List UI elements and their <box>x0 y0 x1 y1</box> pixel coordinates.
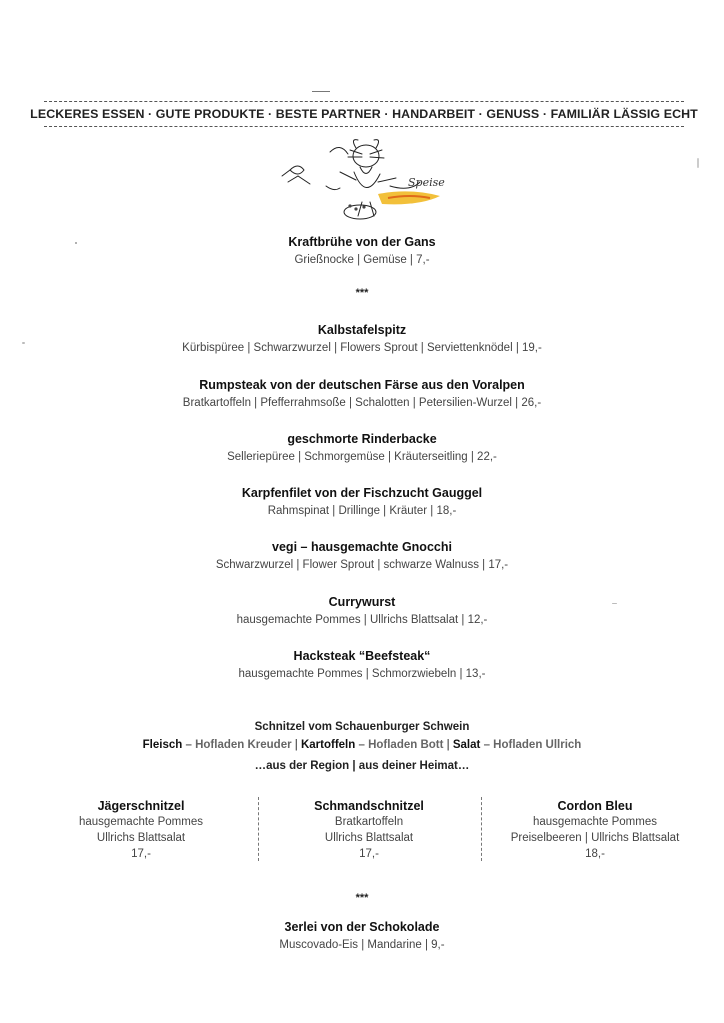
dish-desc: Rahmspinat | Drillinge | Kräuter | 18,- <box>267 505 457 517</box>
option-side: hausgemachte Pommes <box>78 816 203 828</box>
column-divider <box>481 797 482 861</box>
main-dish <box>0 431 724 465</box>
dish-desc: hausgemachte Pommes | Ullrichs Blattsalat | 12,- <box>236 614 488 626</box>
dessert <box>0 919 724 953</box>
region-note: …aus der Region | aus deiner Heimat… <box>254 760 470 772</box>
dish-name: Currywurst <box>328 595 396 609</box>
fleisch-label: Fleisch <box>142 739 183 751</box>
schnitzel-section-header <box>0 719 724 774</box>
option-side: Ullrichs Blattsalat <box>96 832 186 844</box>
option-name: Schmandschnitzel <box>314 799 424 813</box>
schnitzel-option <box>46 798 236 862</box>
option-side: hausgemachte Pommes <box>532 816 657 828</box>
dish-desc: Schwarzwurzel | Flower Sprout | schwarze Walnuss | 17,- <box>215 559 509 571</box>
salat-source: – Hofladen Ullrich <box>483 739 582 751</box>
fleisch-source: – Hofladen Kreuder <box>185 739 292 751</box>
separator-stars: *** <box>355 287 369 299</box>
main-dish <box>0 539 724 573</box>
schnitzel-option <box>497 798 693 862</box>
dessert-name: 3erlei von der Schokolade <box>284 920 440 934</box>
dish-name: Hacksteak “Beefsteak“ <box>293 649 431 663</box>
option-price: 17,- <box>131 848 151 860</box>
mouse-chef-logo-icon <box>270 132 446 224</box>
scan-mark <box>312 91 330 92</box>
main-dish <box>0 594 724 628</box>
main-dish <box>0 485 724 519</box>
option-price: 17,- <box>359 848 379 860</box>
dish-desc: Kürbispüree | Schwarzwurzel | Flowers Sprout | Serviettenknödel | 19,- <box>182 342 542 354</box>
kartoffeln-label: Kartoffeln <box>300 739 356 751</box>
starter-desc: Grießnocke | Gemüse | 7,- <box>294 254 430 266</box>
schnitzel-option <box>274 798 464 862</box>
salat-label: Salat <box>452 739 481 751</box>
dish-desc: Selleriepüree | Schmorgemüse | Kräuterseitling | 22,- <box>227 451 497 463</box>
scan-speck <box>697 158 699 168</box>
dish-desc: hausgemachte Pommes | Schmorzwiebeln | 13,- <box>238 668 486 680</box>
dish-name: vegi – hausgemachte Gnocchi <box>272 540 452 554</box>
column-divider <box>258 797 259 861</box>
main-dish <box>0 648 724 682</box>
dish-name: Rumpsteak von der deutschen Färse aus den Voralpen <box>199 378 525 392</box>
main-dish <box>0 377 724 411</box>
option-name: Cordon Bleu <box>557 799 633 813</box>
dish-name: Kalbstafelspitz <box>317 323 407 337</box>
schnitzel-title: Schnitzel vom Schauenburger Schwein <box>254 721 470 733</box>
option-name: Jägerschnitzel <box>97 799 185 813</box>
option-side: Ullrichs Blattsalat <box>324 832 414 844</box>
option-price: 18,- <box>585 848 605 860</box>
dessert-desc: Muscovado-Eis | Mandarine | 9,- <box>279 939 445 951</box>
schnitzel-sources: Fleisch – Hofladen Kreuder | Kartoffeln – Hofladen Bott | Salat – Hofladen Ullrich <box>142 739 582 751</box>
dish-desc: Bratkartoffeln | Pfefferrahmsoße | Schalotten | Petersilien-Wurzel | 26,- <box>182 397 542 409</box>
option-side: Bratkartoffeln <box>334 816 404 828</box>
separator-stars: *** <box>355 892 369 904</box>
logo-script: Speise <box>408 176 445 189</box>
starter <box>0 234 724 268</box>
option-side: Preiselbeeren | Ullrichs Blattsalat <box>510 832 680 844</box>
tagline-banner <box>30 101 698 127</box>
tagline: LECKERES ESSEN · GUTE PRODUKTE · BESTE PARTNER · HANDARBEIT · GENUSS · FAMILIÄR LÄSSIG ECHT <box>30 107 698 121</box>
starter-name: Kraftbrühe von der Gans <box>288 235 436 249</box>
dish-name: geschmorte Rinderbacke <box>287 432 437 446</box>
kartoffeln-source: – Hofladen Bott <box>358 739 444 751</box>
main-dish <box>0 322 724 356</box>
dish-name: Karpfenfilet von der Fischzucht Gauggel <box>241 486 483 500</box>
